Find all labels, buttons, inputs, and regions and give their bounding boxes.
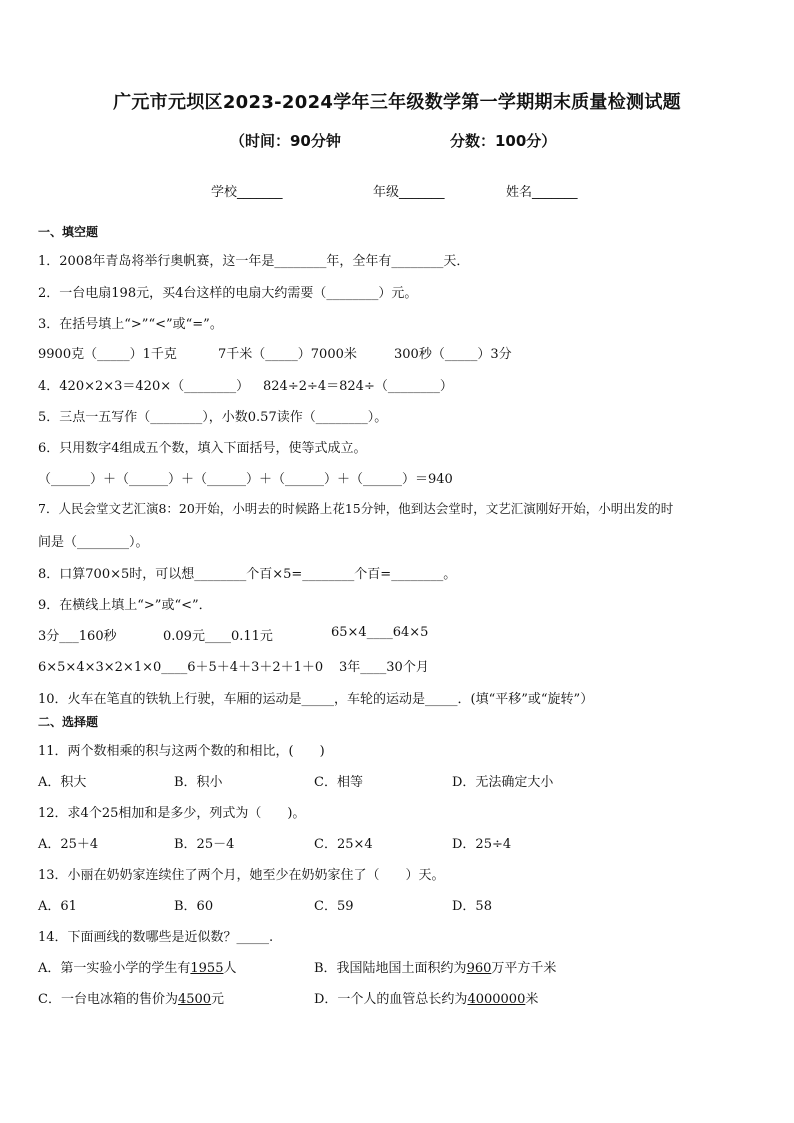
question-14: 14．下面画线的数哪些是近似数？_____. [38, 930, 274, 945]
underlined-number: 4500 [177, 992, 212, 1007]
question-12-option-c: C．25×4 [314, 837, 373, 852]
question-14-option-a [38, 957, 237, 976]
question-9-a: 3分___160秒 [38, 629, 117, 644]
question-12: 12．求4个25相加和是多少，列式为（ )。 [38, 806, 306, 821]
underlined-number: 1955 [190, 961, 224, 976]
exam-time: （时间：90分钟 [230, 132, 341, 150]
option-a-prefix: A．第一实验小学的学生有 [38, 961, 191, 976]
question-9-d: 6×5×4×3×2×1×0____6＋5＋4＋3＋2＋1＋0 [38, 660, 324, 675]
section-2-title: 二、选择题 [38, 715, 99, 729]
question-11-option-d: D．无法确定大小 [452, 775, 554, 790]
underlined-number: 4000000 [467, 992, 526, 1007]
question-12-option-d: D．25÷4 [452, 837, 512, 852]
name-field: 姓名_______ [506, 185, 578, 200]
question-6: 6．只用数字4组成五个数，填入下面括号，使等式成立。 [38, 441, 367, 456]
question-9-b: 0.09元____0.11元 [163, 629, 273, 644]
question-6-equation: （______）＋（______）＋（______）＋（______）＋（______）＝940 [38, 472, 453, 487]
question-14-option-c [38, 988, 224, 1007]
question-10: 10．火车在笔直的铁轨上行驶，车厢的运动是_____，车轮的运动是_____．(填“平移”或“旋转”） [38, 692, 594, 707]
question-3: 3．在括号填上“>”“<”或“=”。 [38, 317, 223, 332]
question-11: 11．两个数相乘的积与这两个数的和相比，( ) [38, 744, 325, 759]
question-11-option-a: A．积大 [38, 775, 87, 790]
question-9: 9．在横线上填上“>”或“<”． [38, 598, 212, 613]
question-5: 5．三点一五写作（________），小数0.57读作（________）。 [38, 410, 388, 425]
question-9-c: 65×4____64×5 [331, 625, 429, 640]
underlined-number: 960 [466, 961, 492, 976]
question-8: 8．口算700×5时，可以想________个百×5=________个百=________。 [38, 567, 457, 582]
question-3-a: 9900克（_____）1千克 [38, 347, 177, 362]
question-13-option-d: D．58 [452, 899, 492, 914]
question-4-b: 824÷2÷4＝824÷（________） [263, 379, 453, 394]
question-11-option-c: C．相等 [314, 775, 363, 790]
school-field: 学校_______ [211, 185, 283, 200]
question-13-option-c: C．59 [314, 899, 354, 914]
question-3-c: 300秒（_____）3分 [394, 347, 512, 362]
option-d-prefix: D．一个人的血管总长约为 [314, 992, 468, 1007]
question-1: 1．2008年青岛将举行奥帆赛，这一年是________年，全年有________天． [38, 254, 470, 269]
option-b-prefix: B．我国陆地国土面积约为 [314, 961, 467, 976]
option-b-suffix: 万平方千米 [491, 961, 557, 976]
question-14-option-b [314, 957, 556, 976]
question-7-line-1: 7．人民会堂文艺汇演8：20开始，小明去的时候路上花15分钟，他到达会堂时，文艺汇演刚好开始，小明出发的时 [38, 501, 674, 516]
question-4-a: 4．420×2×3＝420×（________） [38, 379, 250, 394]
question-12-option-a: A．25＋4 [38, 837, 99, 852]
page-title: 广元市元坝区2023-2024学年三年级数学第一学期期末质量检测试题 [113, 92, 681, 113]
option-d-suffix: 米 [525, 992, 539, 1007]
option-c-prefix: C．一台电冰箱的售价为 [38, 992, 178, 1007]
question-3-b: 7千米（_____）7000米 [218, 347, 357, 362]
question-13-option-a: A．61 [38, 899, 77, 914]
exam-score: 分数：100分） [450, 132, 557, 150]
option-a-suffix: 人 [223, 961, 237, 976]
option-c-suffix: 元 [211, 992, 225, 1007]
question-13-option-b: B．60 [174, 899, 214, 914]
question-11-option-b: B．积小 [174, 775, 223, 790]
question-13: 13．小丽在奶奶家连续住了两个月，她至少在奶奶家住了（ ）天。 [38, 868, 445, 883]
grade-field: 年级_______ [373, 185, 445, 200]
question-14-option-d [314, 988, 538, 1007]
question-2: 2．一台电扇198元，买4台这样的电扇大约需要（________）元。 [38, 286, 418, 301]
question-12-option-b: B．25－4 [174, 837, 235, 852]
question-7-line-2: 间是（________）。 [38, 535, 149, 550]
section-1-title: 一、填空题 [38, 225, 99, 239]
question-9-e: 3年____30个月 [339, 660, 429, 675]
